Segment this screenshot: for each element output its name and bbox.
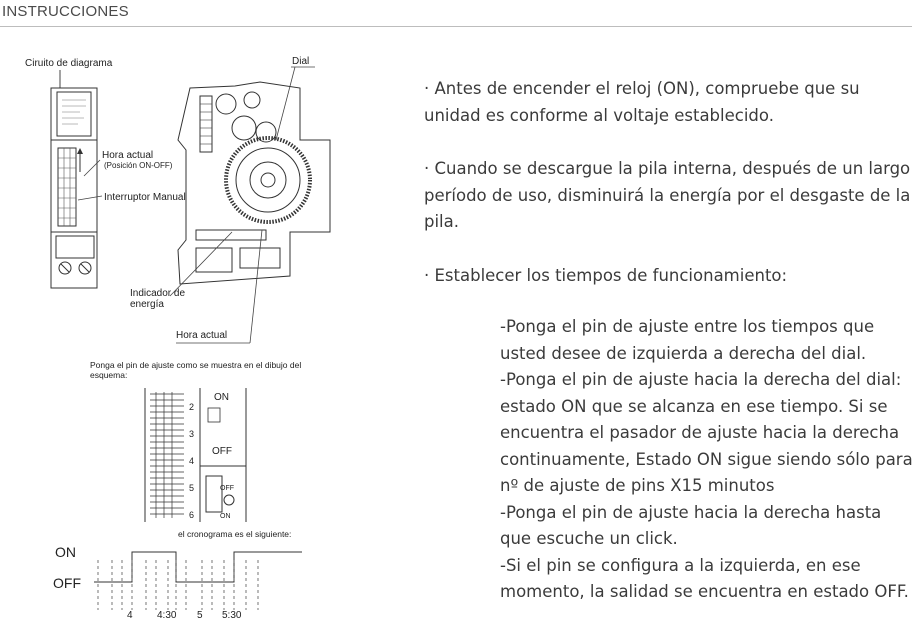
label-hora-actual-bottom: Hora actual	[176, 330, 228, 341]
timing-tick: 5	[197, 610, 203, 619]
timing-off-label: OFF	[53, 575, 81, 591]
label-indicador-2: energía	[130, 299, 164, 310]
pin-on-label: ON	[214, 392, 229, 403]
label-dial: Dial	[292, 56, 310, 67]
leader-line	[276, 67, 295, 140]
instruction-paragraph: · Cuando se descargue la pila interna, después de un largo período de uso, disminuirá la energía por el desgaste de la pila.	[424, 159, 911, 231]
dial-housing	[178, 82, 330, 284]
caption-cronograma: el cronograma es el siguiente:	[178, 529, 292, 539]
module-label-lines	[62, 100, 86, 124]
instruction-step: -Si el pin se configura a la izquierda, en ese momento, la salidad se encuentra en estado OFF.	[500, 555, 909, 601]
instruction-step: -Ponga el pin de ajuste hacia la derecha del dial: estado ON que se alcanza en ese tiempo. Si se encuentra el pasador de ajuste hacia la derecha continuamente, Estado ON sigue siendo sólo para nº de ajuste de pins X15 minutos	[500, 370, 913, 495]
arrow-head-icon	[77, 148, 83, 154]
leader-line	[84, 160, 100, 176]
timing-tick: 5:30	[222, 610, 242, 619]
pin-off-label: OFF	[212, 446, 232, 457]
timing-on-label: ON	[55, 544, 76, 560]
header-divider	[0, 26, 912, 27]
switch-icon	[208, 408, 220, 422]
leader-line	[250, 230, 262, 343]
instructions-text	[424, 76, 914, 606]
pin-comb	[150, 392, 184, 518]
instruction-paragraph: · Establecer los tiempos de funcionamiento:	[424, 265, 788, 285]
header	[0, 0, 916, 28]
label-posicion: (Posición ON-OFF)	[104, 161, 173, 170]
instruction-paragraph: · Antes de encender el reloj (ON), compruebe que su unidad es conforme al voltaje establecido.	[424, 79, 860, 125]
instruction-step: -Ponga el pin de ajuste entre los tiempos que usted desee de izquierda a derecha del dial.	[500, 317, 875, 363]
caption-pin-1: Ponga el pin de ajuste como se muestra en el dibujo del	[90, 360, 302, 370]
timing-tick: 4	[127, 610, 133, 619]
label-interruptor: Interruptor Manual	[104, 192, 186, 203]
dial-rack	[200, 104, 212, 144]
pin-numbers	[189, 402, 194, 520]
timing-gridlines	[98, 560, 258, 610]
label-indicador-1: Indicador de	[130, 288, 186, 299]
label-hora-actual: Hora actual	[102, 150, 154, 161]
instruction-diagram	[0, 30, 400, 619]
pin-number: 6	[189, 510, 195, 520]
caption-pin-2: esquema:	[90, 370, 128, 380]
timing-tick: 4:30	[157, 610, 177, 619]
pin-off-small-label: OFF	[220, 485, 234, 492]
pin-number: 2	[189, 402, 195, 412]
module-grid	[58, 148, 76, 226]
pin-number: 5	[189, 483, 195, 493]
timing-waveform	[94, 552, 302, 582]
instruction-step: -Ponga el pin de ajuste hacia la derecha hasta que escuche un click.	[500, 502, 882, 548]
pin-on-small-label: ON	[220, 513, 231, 520]
pin-number: 4	[189, 456, 195, 466]
pin-number: 3	[189, 429, 195, 439]
timing-ticks	[127, 610, 242, 619]
label-circuit-diagram: Ciruito de diagrama	[25, 58, 113, 69]
page-title: INSTRUCCIONES	[2, 3, 129, 20]
leader-line	[78, 196, 102, 200]
instruction-steps	[500, 314, 914, 606]
